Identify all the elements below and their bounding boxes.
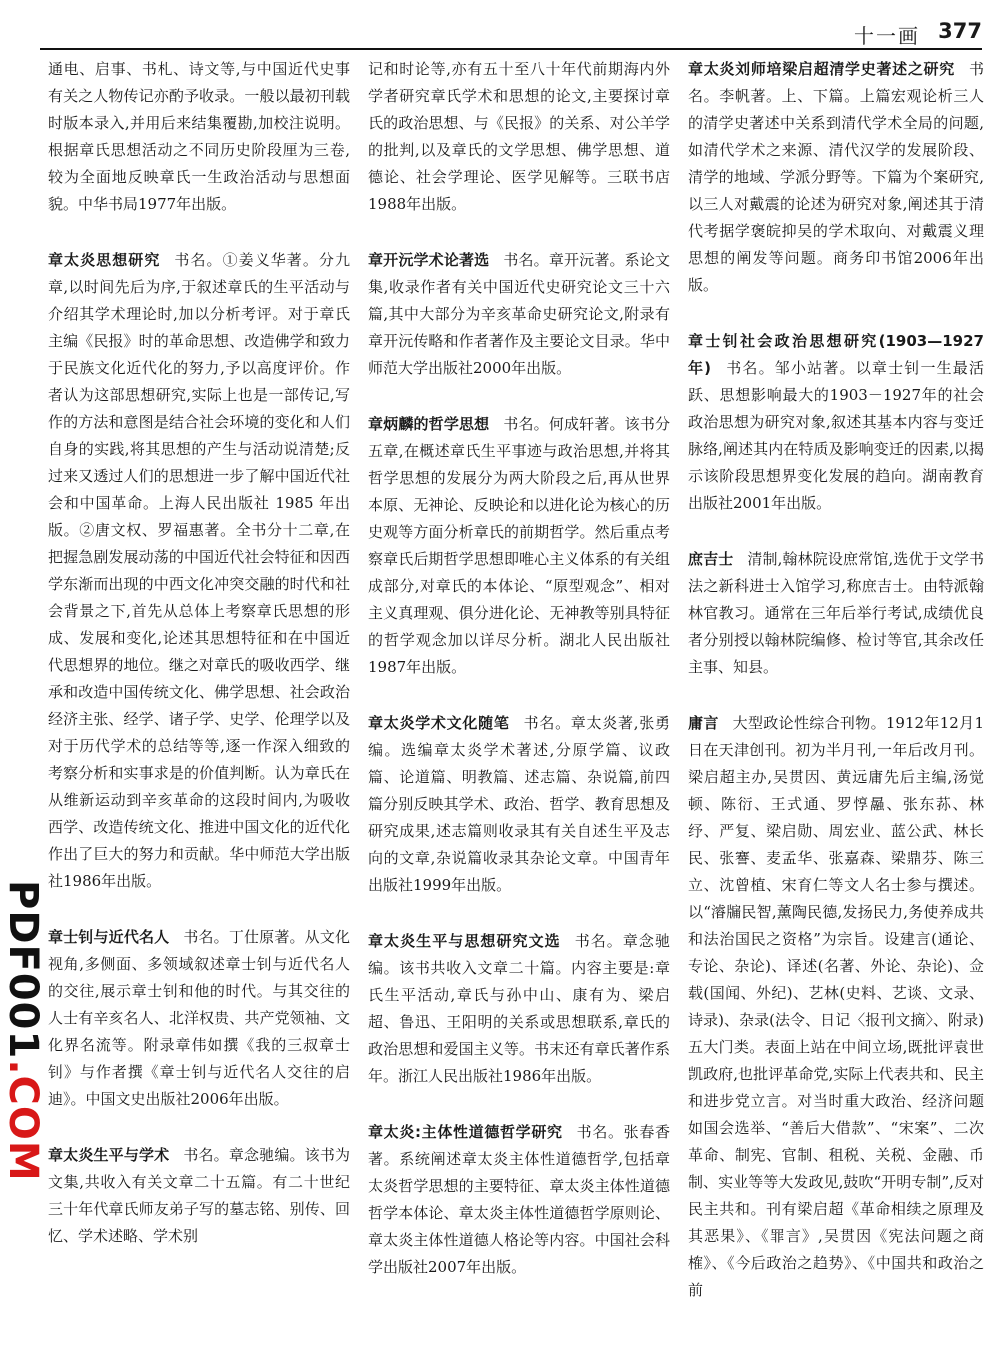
dictionary-entry [48, 247, 350, 895]
page-number: 377 [938, 19, 982, 43]
entry-text: 书名。章开沅著。系论文集,收录作者有关中国近代史研究论文三十六篇,其中大部分为辛亥革命史研究论文,附录有章开沅传略和作者著作及主要论文目录。华中师范大学出版社2000年出版。 [368, 251, 670, 377]
entry-text: 书名。章念驰编。该书共收入文章二十篇。内容主要是:章氏生平活动,章氏与孙中山、康有为、梁启超、鲁迅、王阳明的关系或思想联系,章氏的政治思想和爱国主义等。书末还有章氏著作系年。浙江人民出版社1986年出版。 [368, 932, 670, 1085]
column-2 [368, 56, 670, 1310]
entry-term: 章太炎学术文化随笔 [368, 714, 510, 732]
dictionary-entry [48, 1142, 350, 1250]
page-header [40, 14, 982, 50]
entry-text: 书名。邹小站著。以章士钊一生最活跃、思想影响最大的1903－1927年的社会政治思想为研究对象,叙述其基本内容与变迁脉络,阐述其内在特质及影响变迁的因素,以揭示该阶段思想界变化发展的趋向。湖南教育出版社2001年出版。 [688, 359, 984, 512]
entry-term: 章太炎思想研究 [48, 251, 161, 269]
dictionary-entry [688, 710, 984, 1304]
dictionary-entry [368, 247, 670, 382]
entry-text: 书名。章念驰编。该书为文集,共收入有关文章二十五篇。有二十世纪三十年代章氏师友弟子写的墓志铭、别传、回忆、学术述略、学术别 [48, 1146, 350, 1245]
entry-text: 记和时论等,亦有五十至八十年代前期海内外学者研究章氏学术和思想的论文,主要探讨章氏的政治思想、与《民报》的关系、对公羊学的批判,以及章氏的文学思想、佛学思想、道德论、社会学理论、医学见解等。三联书店1988年出版。 [368, 60, 670, 213]
entry-text: 书名。李帆著。上、下篇。上篇宏观论析三人的清学史著述中关系到清代学术全局的问题,如清代学术之来源、清代汉学的发展阶段、清学的地域、学派分野等。下篇为个案研究,以三人对戴震的论述为研究对象,阐述其于清代考据学褒皖抑吴的学术取向、对戴震义理思想的阐发等问题。商务印书馆2006年出版。 [688, 60, 984, 294]
entry-term: 庸言 [688, 714, 719, 732]
entry-term: 章太炎生平与思想研究文选 [368, 932, 561, 950]
dictionary-entry [48, 924, 350, 1113]
watermark [2, 880, 46, 1182]
section-title: 十一画 [854, 24, 920, 48]
watermark-suffix: .COM [0, 1059, 46, 1182]
entry-text: 书名。①姜义华著。分九章,以时间先后为序,于叙述章氏的生平活动与介绍其学术理论时,加以分析考评。对于章氏主编《民报》时的革命思想、改造佛学和致力于民族文化近代化的努力,予以高度评价。作者认为这部思想研究,实际上也是一部传记,写作的方法和意图是结合社会环境的变化和人们自身的实践,将其思想的产生与活动说清楚;反过来又透过人们的思想进一步了解中国近代社会和中国革命。上海人民出版社 1985 年出版。②唐文权、罗福惠著。全书分十二章,在把握急剧发展动荡的中国近代社会特征和因西学东渐而出现的中西文化冲突交融的时代和社会背景之下,首先从总体上考察章氏思想的形成、发展和变化,论述其思想特征和在中国近代思想界的地位。继之对章氏的吸收西学、继承和改造中国传统文化、佛学思想、社会政治经济主张、经学、诸子学、史学、伦理学以及对于历代学术的总结等等,逐一作深入细致的考察分析和实事求是的价值判断。认为章氏在从维新运动到辛亥革命的这段时间内,为吸收西学、改造传统文化、推进中国文化的近代化作出了巨大的努力和贡献。华中师范大学出版社1986年出版。 [48, 251, 350, 890]
dictionary-entry [368, 411, 670, 681]
dictionary-entry [368, 1119, 670, 1281]
dictionary-entry [368, 928, 670, 1090]
entry-term: 章太炎:主体性道德哲学研究 [368, 1123, 563, 1141]
entry-text: 书名。张春香著。系统阐述章太炎主体性道德哲学,包括章太炎哲学思想的主要特征、章太炎主体性道德哲学本体论、章太炎主体性道德哲学原则论、章太炎主体性道德人格论等内容。中国社会科学出版社2007年出版。 [368, 1123, 670, 1276]
entry-term: 章士钊社会政治思想研究(1903—1927年) [688, 332, 984, 377]
watermark-main: PDF001 [0, 880, 46, 1060]
entry-term: 章开沅学术论著选 [368, 251, 490, 269]
entry-text: 清制,翰林院设庶常馆,选优于文学书法之新科进士入馆学习,称庶吉士。由特派翰林官教习。通常在三年后举行考试,成绩优良者分别授以翰林院编修、检讨等官,其余改任主事、知县。 [688, 550, 984, 676]
entry-text: 书名。何成轩著。该书分五章,在概述章氏生平事迹与政治思想,并将其哲学思想的发展分为两大阶段之后,再从世界本原、无神论、反映论和以进化论为核心的历史观等方面分析章氏的前期哲学。然后重点考察章氏后期哲学思想即唯心主义体系的有关组成部分,对章氏的本体论、“原型观念”、相对主义真理观、俱分进化论、无神教等别具特征的哲学观念加以详尽分析。湖北人民出版社1987年出版。 [368, 415, 670, 676]
entry-term: 章炳麟的哲学思想 [368, 415, 490, 433]
entry-term: 章太炎刘师培梁启超清学史著述之研究 [688, 60, 955, 78]
entry-text: 通电、启事、书札、诗文等,与中国近代史事有关之人物传记亦酌予收录。一般以最初刊载时版本录入,并用后来结集覆勘,加校注说明。根据章氏思想活动之不同历史阶段厘为三卷,较为全面地反映章氏一生政治活动与思想面貌。中华书局1977年出版。 [48, 60, 350, 213]
dictionary-entry [368, 710, 670, 899]
entry-term: 庶吉士 [688, 550, 734, 568]
entry-continuation [368, 56, 670, 218]
entry-continuation [48, 56, 350, 218]
column-1 [48, 56, 350, 1279]
entry-text: 书名。章太炎著,张勇编。选编章太炎学术著述,分原学篇、议政篇、论道篇、明教篇、述志篇、杂说篇,前四篇分别反映其学术、政治、哲学、教育思想及研究成果,述志篇则收录其有关自述生平及志向的文章,杂说篇收录其杂论文章。中国青年出版社1999年出版。 [368, 714, 670, 894]
entry-term: 章士钊与近代名人 [48, 928, 170, 946]
dictionary-entry [688, 546, 984, 681]
entry-term: 章太炎生平与学术 [48, 1146, 170, 1164]
entry-text: 书名。丁仕原著。从文化视角,多侧面、多领域叙述章士钊与近代名人的交往,展示章士钊和他的时代。与其交往的人士有辛亥名人、北洋权贵、共产党领袖、文化界名流等。附录章伟如撰《我的三叔章士钊》与作者撰《章士钊与近代名人交往的启迪》。中国文史出版社2006年出版。 [48, 928, 350, 1108]
column-3 [688, 56, 984, 1333]
entry-text: 大型政论性综合刊物。1912年12月1日在天津创刊。初为半月刊,一年后改月刊。梁启超主办,吴贯因、黄远庸先后主编,汤觉顿、陈衍、王式通、罗惇曧、张东荪、林纾、严复、梁启勋、周宏业、蓝公武、林长民、张謇、麦孟华、张嘉森、梁鼎芬、陈三立、沈曾植、宋育仁等文人名士参与撰述。以“濬牖民智,薰陶民德,发扬民力,务使养成共和法治国民之资格”为宗旨。设建言(通论、专论、杂论)、译述(名著、外论、杂论)、佥载(国闻、外纪)、艺林(史料、艺谈、文录、诗录)、杂录(法令、日记〈报刊文摘〉、附录)五大门类。表面上站在中间立场,既批评袁世凯政府,也批评革命党,实际上代表共和、民主和进步党立言。对当时重大政治、经济问题如国会选举、“善后大借款”、“宋案”、二次革命、制宪、官制、租税、关税、金融、币制、实业等等大发政见,鼓吹“开明专制”,反对民主共和。刊有梁启超《革命相续之原理及其恶果》、《罪言》,吴贯因《宪法问题之商榷》、《今后政治之趋势》、《中国共和政治之前 [688, 714, 984, 1299]
dictionary-entry [688, 328, 984, 517]
dictionary-entry [688, 56, 984, 299]
